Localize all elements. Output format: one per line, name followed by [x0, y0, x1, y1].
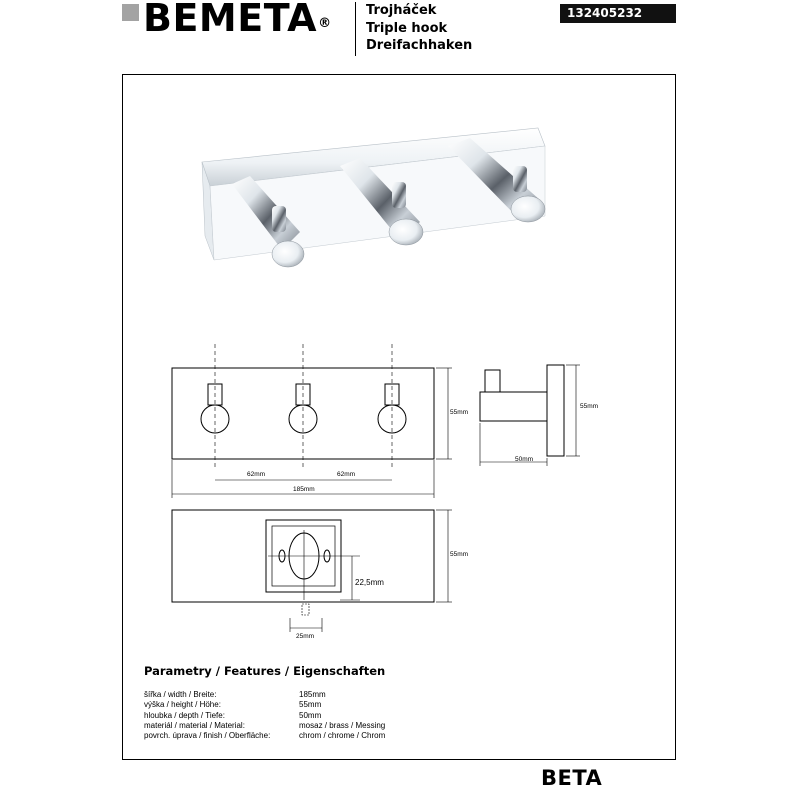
- spec-label: šířka / width / Breite:: [144, 690, 217, 699]
- dim-spacing-right: 62mm: [337, 471, 356, 478]
- spec-value: mosaz / brass / Messing: [299, 720, 386, 730]
- front-view: [172, 344, 452, 498]
- product-name-cz: Trojháček: [366, 3, 437, 18]
- spec-label: hloubka / depth / Tiefe:: [144, 710, 225, 720]
- brand-name: BEMETA: [143, 0, 318, 40]
- product-code-badge: 132405232: [560, 4, 676, 23]
- spec-label: povrch. úprava / finish / Oberfläche:: [144, 731, 271, 741]
- dim-mount-width: 25mm: [296, 633, 315, 640]
- spec-value: 185mm: [299, 690, 326, 699]
- registered-mark: ®: [318, 16, 332, 31]
- spec-label: výška / height / Höhe:: [144, 700, 221, 710]
- dim-front-height: 55mm: [450, 409, 469, 416]
- dim-side-depth: 50mm: [515, 456, 534, 463]
- dim-back-height: 55mm: [450, 551, 469, 558]
- product-name-de: Dreifachhaken: [366, 38, 473, 53]
- product-name-en: Triple hook: [366, 20, 448, 36]
- features-title: Parametry / Features / Eigenschaften: [144, 664, 386, 678]
- product-photo: [202, 128, 545, 267]
- spec-label: materiál / material / Material:: [144, 720, 245, 730]
- back-view: [172, 510, 452, 632]
- series-name: BETA: [541, 766, 603, 790]
- spec-value: 50mm: [299, 710, 322, 720]
- dim-mount-offset: 22,5mm: [355, 578, 384, 587]
- side-view: [480, 365, 580, 466]
- spec-value: 55mm: [299, 700, 322, 710]
- dim-side-height: 55mm: [580, 403, 599, 410]
- spec-value: chrom / chrome / Chrom: [299, 731, 386, 741]
- dim-front-width: 185mm: [293, 486, 315, 493]
- dim-spacing-left: 62mm: [247, 471, 266, 478]
